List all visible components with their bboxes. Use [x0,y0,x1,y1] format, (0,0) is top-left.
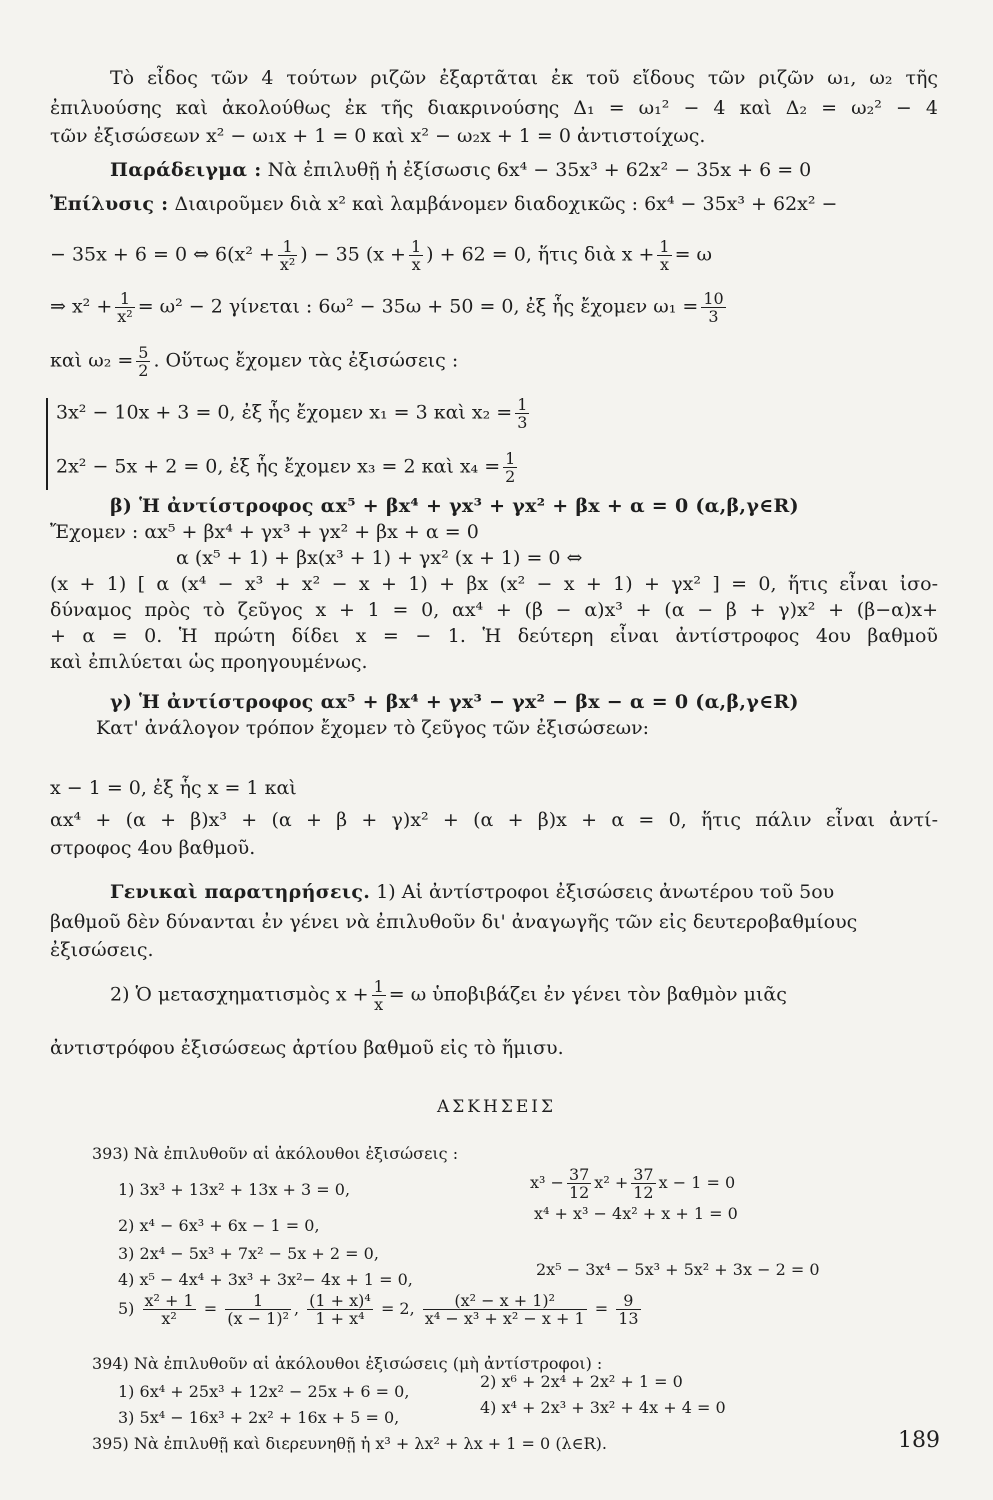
system-brace [46,398,48,490]
equation-part: = 2, [380,1299,415,1318]
system-equation [56,396,938,431]
equation-part: = ω ὑποβιβάζει ἐν γένει τὸν βαθμὸν μιᾶς [388,983,787,1006]
solution-label: Ἐπίλυσις : [50,193,169,215]
equation-part: . Οὕτως ἔχομεν τὰς ἐξισώσεις : [153,349,459,372]
equation-part: − 35x + 6 = 0 ⇔ 6(x² + [50,243,275,266]
equation-line: αx⁴ + (α + β)x³ + (α + β + γ)x² + (α + β)x + α = 0, ἥτις πάλιν εἶναι ἀντί- [50,809,938,831]
equation-part: x − 1 = 0 [658,1173,736,1192]
fraction: $\frac{1}{x}$ [659,237,670,274]
fraction: $\frac{\text{x² + 1}}{\text{x²}}$ [144,1291,194,1328]
equation-part: = ω² − 2 γίνεται : 6ω² − 35ω + 50 = 0, ἐξ ἧς ἔχομεν ω₁ = [137,295,699,318]
exercise-item [530,1166,735,1201]
equation-line [50,344,938,379]
fraction: $\frac{37}{12}$ [633,1165,654,1202]
equation-part: ) + 62 = 0, ἥτις διὰ x + [426,243,655,266]
equation-line: (x + 1) [ α (x⁴ − x³ + x² − x + 1) + βx (x² − x + 1) + γx² ] = 0, ἥτις εἶναι ἰσο- [50,573,938,595]
paragraph-line: στροφος 4ου βαθμοῦ. [50,837,256,859]
paragraph-line: καὶ ἐπιλύεται ὡς προηγουμένως. [50,651,368,673]
paragraph-line [110,978,938,1013]
exercise-item: 2x⁵ − 3x⁴ − 5x³ + 5x² + 3x − 2 = 0 [536,1260,820,1279]
fraction: $\frac{1}{\text{x²}}$ [117,289,133,326]
equation-part: x³ − [530,1173,564,1192]
equation-line: Ἔχομεν : αx⁵ + βx⁴ + γx³ + γx² + βx + α = 0 [50,521,479,543]
equation-part: καὶ ω₂ = [50,349,134,372]
remarks-line [110,880,938,904]
exercise-intro: 395) Νὰ ἐπιλυθῇ καὶ διερευνηθῇ ἡ x³ + λx² + λx + 1 = 0 (λ∈R). [92,1434,607,1453]
fraction: $\frac{1}{2}$ [505,449,516,486]
exercise-item: x⁴ + x³ − 4x² + x + 1 = 0 [534,1204,738,1223]
paragraph-line: ἐπιλυούσης καὶ ἀκολούθως ἐκ τῆς διακρινούσης Δ₁ = ω₁² − 4 καὶ Δ₂ = ω₂² − 4 [50,97,938,119]
fraction: $\frac{37}{12}$ [568,1165,590,1202]
remarks-text: 1) Αἱ ἀντίστροφοι ἐξισώσεις ἀνωτέρου τοῦ 5ου [376,881,835,903]
fraction: $\frac{5}{2}$ [138,343,149,380]
exercise-item: 3) 2x⁴ − 5x³ + 7x² − 5x + 2 = 0, [118,1244,379,1263]
fraction: $\frac{9}{13}$ [618,1291,639,1328]
equation-part: x² + [594,1173,629,1192]
equation-line: x − 1 = 0, ἐξ ἧς x = 1 καὶ [50,777,297,799]
remarks-label: Γενικαὶ παρατηρήσεις. [110,881,371,903]
paragraph-line: + α = 0. Ἡ πρώτη δίδει x = − 1. Ἡ δεύτερη εἶναι ἀντίστροφος 4ου βαθμοῦ [50,625,938,647]
equation-line [50,290,938,325]
fraction: $\frac{\text{(x² − x + 1)²}}{\text{x⁴ − x³ + x² − x + 1}}$ [424,1291,585,1328]
fraction: $\frac{1}{\text{(x − 1)²}}$ [227,1291,289,1328]
exercise-item: 2) x⁴ − 6x³ + 6x − 1 = 0, [118,1216,320,1235]
page-number: 189 [898,1428,940,1453]
exercise-number: 5) [118,1299,135,1318]
fraction: $\frac{1}{\text{x²}}$ [279,237,296,274]
exercises-heading: ΑΣΚΗΣΕΙΣ [437,1097,556,1117]
equation-line: δύναμος πρὸς τὸ ζεῦγος x + 1 = 0, αx⁴ + (β − α)x³ + (α − β + γ)x² + (β−α)x+ [50,599,938,621]
equation-part: 3x² − 10x + 3 = 0, ἐξ ἧς ἔχομεν x₁ = 3 καὶ x₂ = [56,401,513,424]
system-equation [56,450,938,485]
paragraph-line: τῶν ἐξισώσεων x² − ω₁x + 1 = 0 καὶ x² − ω₂x + 1 = 0 ἀντιστοίχως. [50,125,706,147]
equation-part: 2) Ὁ μετασχηματισμὸς x + [110,983,369,1006]
fraction: $\frac{1}{x}$ [373,977,384,1014]
solution-text: Διαιροῦμεν διὰ x² καὶ λαμβάνομεν διαδοχικῶς : 6x⁴ − 35x³ + 62x² − [174,193,838,215]
solution-line [50,192,938,216]
paragraph-line: Κατ' ἀνάλογον τρόπον ἔχομεν τὸ ζεῦγος τῶν ἐξισώσεων: [96,717,650,739]
equation-part: ) − 35 (x + [300,243,406,266]
section-title: β) Ἡ ἀντίστροφος αx⁵ + βx⁴ + γx³ + γx² + βx + α = 0 (α,β,γ∈R) [110,495,799,517]
exercise-item: 5) $\frac{\text{x² + 1}}{\text{x²}}$ = $\frac{1}{\text{(x − 1)²}}$ , $\frac{\text{(1 + x)⁴}}{\text{1 + x⁴}}$ = 2, $\frac{\text{(x² − x + 1)²}}{\text{x⁴ − x³ + x² − x + 1}}$ = $\frac{9}{13}$ [118,1291,639,1328]
exercise-item: 4) x⁵ − 4x⁴ + 3x³ + 3x²− 4x + 1 = 0, [118,1270,413,1289]
example-line [110,158,938,182]
exercise-item: 4) x⁴ + 2x³ + 3x² + 4x + 4 = 0 [480,1398,726,1417]
fraction: $\frac{1}{3}$ [517,395,528,432]
exercise-item: 1) 3x³ + 13x² + 13x + 3 = 0, [118,1180,351,1199]
equation-part: = ω [674,243,713,266]
fraction: $\frac{\text{(1 + x)⁴}}{\text{1 + x⁴}}$ [309,1291,371,1328]
fraction: $\frac{10}{3}$ [703,289,724,326]
equation-line [50,238,938,273]
example-text: Νὰ ἐπιλυθῇ ἡ ἐξίσωσις 6x⁴ − 35x³ + 62x² − 35x + 6 = 0 [267,159,812,181]
exercise-item: 2) x⁶ + 2x⁴ + 2x² + 1 = 0 [480,1372,683,1391]
paragraph-line: ἀντιστρόφου ἐξισώσεως ἀρτίου βαθμοῦ εἰς τὸ ἥμισυ. [50,1037,564,1059]
exercise-intro: 393) Νὰ ἐπιλυθοῦν αἱ ἀκόλουθοι ἐξισώσεις : [92,1144,459,1163]
exercise-intro: 394) Νὰ ἐπιλυθοῦν αἱ ἀκόλουθοι ἐξισώσεις (μὴ ἀντίστροφοι) : [92,1354,603,1373]
equation-part: 2x² − 5x + 2 = 0, ἐξ ἧς ἔχομεν x₃ = 2 καὶ x₄ = [56,455,501,478]
example-label: Παράδειγμα : [110,159,262,181]
exercise-item: 3) 5x⁴ − 16x³ + 2x² + 16x + 5 = 0, [118,1408,400,1427]
fraction: $\frac{1}{x}$ [410,237,422,274]
equation-line: α (x⁵ + 1) + βx(x³ + 1) + γx² (x + 1) = 0 ⇔ [176,547,583,569]
section-title: γ) Ἡ ἀντίστροφος αx⁵ + βx⁴ + γx³ − γx² − βx − α = 0 (α,β,γ∈R) [110,691,799,713]
paragraph-line: βαθμοῦ δὲν δύνανται ἐν γένει νὰ ἐπιλυθοῦν δι' ἀναγωγῆς τῶν εἰς δευτεροβαθμίους [50,911,858,933]
paragraph-line: ἐξισώσεις. [50,939,154,961]
paragraph-line: Τὸ εἶδος τῶν 4 τούτων ριζῶν ἐξαρτᾶται ἐκ τοῦ εἴδους τῶν ριζῶν ω₁, ω₂ τῆς [110,67,938,89]
exercise-item: 1) 6x⁴ + 25x³ + 12x² − 25x + 6 = 0, [118,1382,410,1401]
equation-part: ⇒ x² + [50,295,113,318]
